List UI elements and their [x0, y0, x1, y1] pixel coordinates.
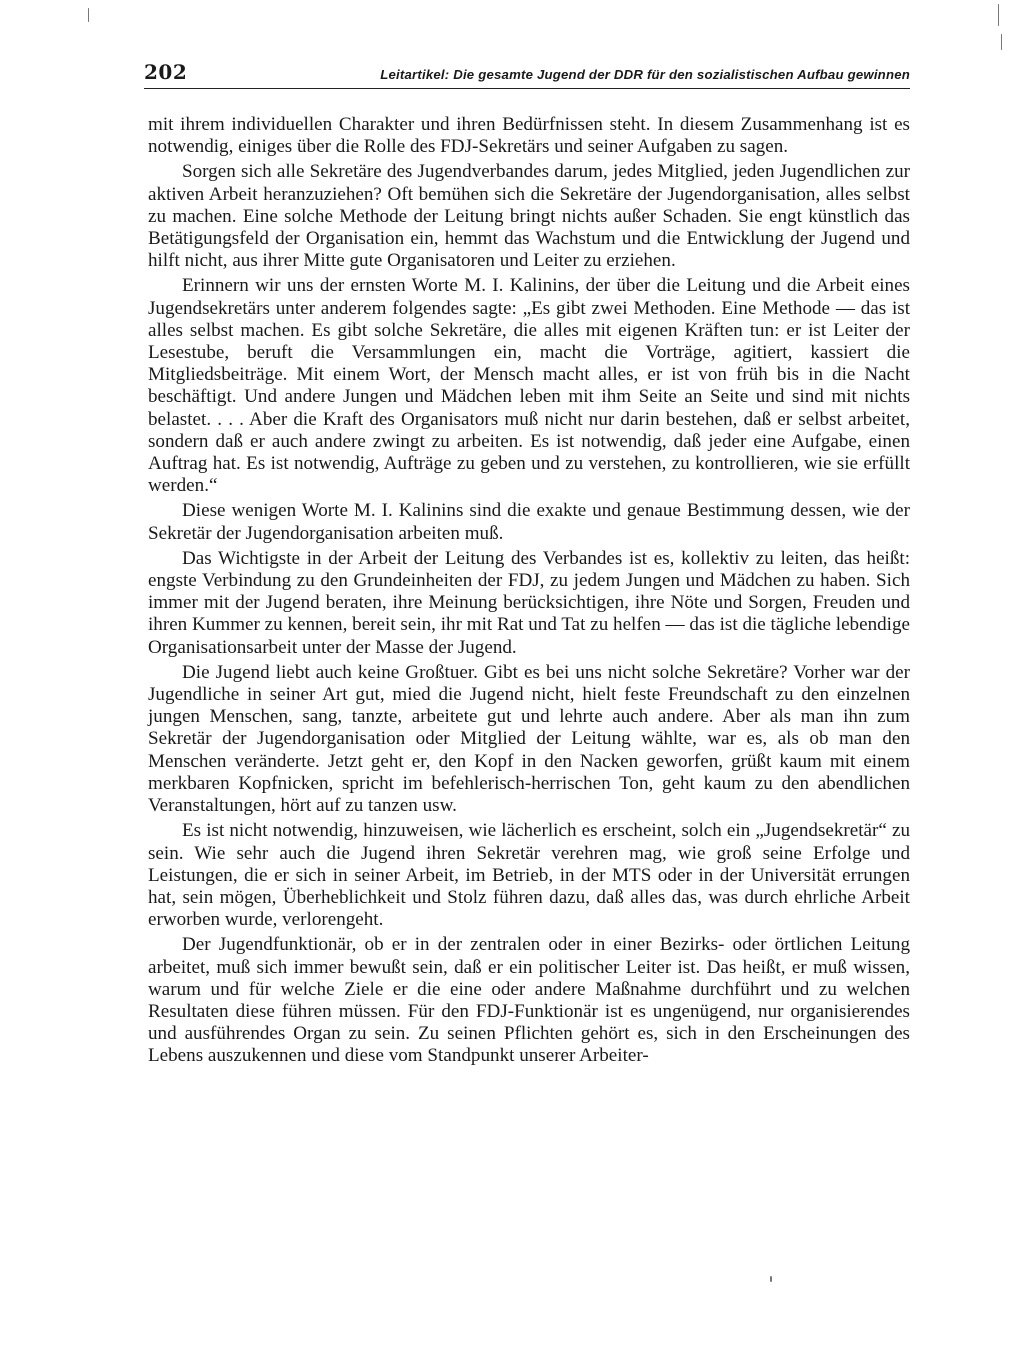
scan-mark: [88, 8, 89, 22]
body-text: [148, 114, 910, 1071]
paragraph: Erinnern wir uns der ernsten Worte M. I. Kalinins, der über die Leitung und die Arbeit eines Jugendsekretärs unter anderem folgendes sagte: „Es gibt zwei Methoden. Eine Methode — das ist alles selbst machen. Es gibt solche Sekretäre, die alles mit eigenen Kräften tun: er ist Leiter der Lesestube, beruft die Versammlungen ein, macht die Vorträge, agitiert, kassiert die Mitgliedsbeiträge. Mit einem Wort, der Mensch macht alles, er ist von früh bis in die Nacht beschäftigt. Und andere Jungen und Mädchen leben mit ihm Seite an Seite und sind mit nichts belastet. . . . Aber die Kraft des Organisators muß nicht nur darin bestehen, daß er selbst arbeitet, sondern daß er auch andere zwingt zu arbeiten. Es ist notwendig, daß jeder eine Aufgabe, einen Auftrag hat. Es ist notwendig, Aufträge zu geben und zu verstehen, zu kontrollieren, wie sie erfüllt werden.“: [148, 275, 910, 497]
paragraph: Die Jugend liebt auch keine Großtuer. Gibt es bei uns nicht solche Sekretäre? Vorher war der Jugendliche in seiner Art gut, mied die Jugend nicht, hielt feste Freundschaft zu den einzelnen jungen Menschen, sang, tanzte, arbeitete gut und lehrte auch andere. Aber als man ihn zum Sekretär der Jugendorganisation oder Mitglied der Leitung wählte, war es, als ob man den Menschen veränderte. Jetzt geht er, den Kopf in den Nacken geworfen, grüßt kaum mit einem merkbaren Kopfnicken, spricht im befehlerisch-herrischen Ton, geht kaum zu den abendlichen Veranstaltungen, hört auf zu tanzen usw.: [148, 661, 910, 817]
scan-mark: [1001, 34, 1002, 50]
paragraph: Diese wenigen Worte M. I. Kalinins sind die exakte und genaue Bestimmung dessen, wie der Sekretär der Jugendorganisation arbeiten muß.: [148, 500, 910, 544]
running-header: [144, 60, 910, 89]
paragraph: Der Jugendfunktionär, ob er in der zentralen oder in einer Bezirks- oder örtlichen Leitung arbeitet, muß sich immer bewußt sein, daß er ein politischer Leiter ist. Das heißt, er muß wissen, warum und für welche Ziele er die eine oder andere Maßnahme durchführt und zu welchen Resultaten diese führen müssen. Für den FDJ-Funktionär ist es ungenügend, nur organisierendes und ausführendes Organ zu sein. Zu seinen Pflichten gehört es, sich in den Erscheinungen des Lebens auszukennen und diese vom Standpunkt unserer Arbeiter-: [148, 934, 910, 1067]
running-title: Leitartikel: Die gesamte Jugend der DDR für den sozialistischen Aufbau gewinnen: [380, 67, 910, 82]
paragraph: Es ist nicht notwendig, hinzuweisen, wie lächerlich es erscheint, solch ein „Jugendsekretär“ zu sein. Wie sehr auch die Jugend ihren Sekretär verehren mag, wie groß seine Erfolge und Leistungen, die er sich in seiner Arbeit, im Betrieb, in der MTS oder in der Universität errungen hat, sein mögen, Überheblichkeit und Stolz führen dazu, daß alles das, was durch ehrliche Arbeit erworben wurde, verlorengeht.: [148, 820, 910, 931]
paragraph: Das Wichtigste in der Arbeit der Leitung des Verbandes ist es, kollektiv zu leiten, das heißt: engste Verbindung zu den Grundeinheiten der FDJ, zu jedem Jungen und Mädchen zu haben. Sich immer mit der Jugend beraten, ihre Meinung berücksichtigen, ihre Nöte und Sorgen, Freuden und ihren Kummer zu kennen, bereit sein, ihr mit Rat und Tat zu helfen — das ist die tägliche lebendige Organisationsarbeit unter der Masse der Jugend.: [148, 547, 910, 658]
scan-mark: [998, 4, 999, 26]
paragraph-continuation: mit ihrem individuellen Charakter und ihren Bedürfnissen steht. In diesem Zusammenhang ist es notwendig, einiges über die Rolle des FDJ-Sekretärs und seiner Aufgaben zu sagen.: [148, 114, 910, 158]
page-number: 202: [144, 60, 188, 84]
paragraph: Sorgen sich alle Sekretäre des Jugendverbandes darum, jedes Mitglied, jeden Jugendlichen zur aktiven Arbeit heranzuziehen? Oft bemühen sich die Sekretäre der Jugendorganisation, alles selbst zu machen. Eine solche Methode der Leitung bringt nichts außer Schaden. Sie engt künstlich das Betätigungsfeld der Organisation ein, hemmt das Wachstum und die Entwicklung der Jugend und hilft nicht, aus ihrer Mitte gute Organisatoren und Leiter zu erziehen.: [148, 161, 910, 272]
scan-mark: [770, 1276, 772, 1282]
